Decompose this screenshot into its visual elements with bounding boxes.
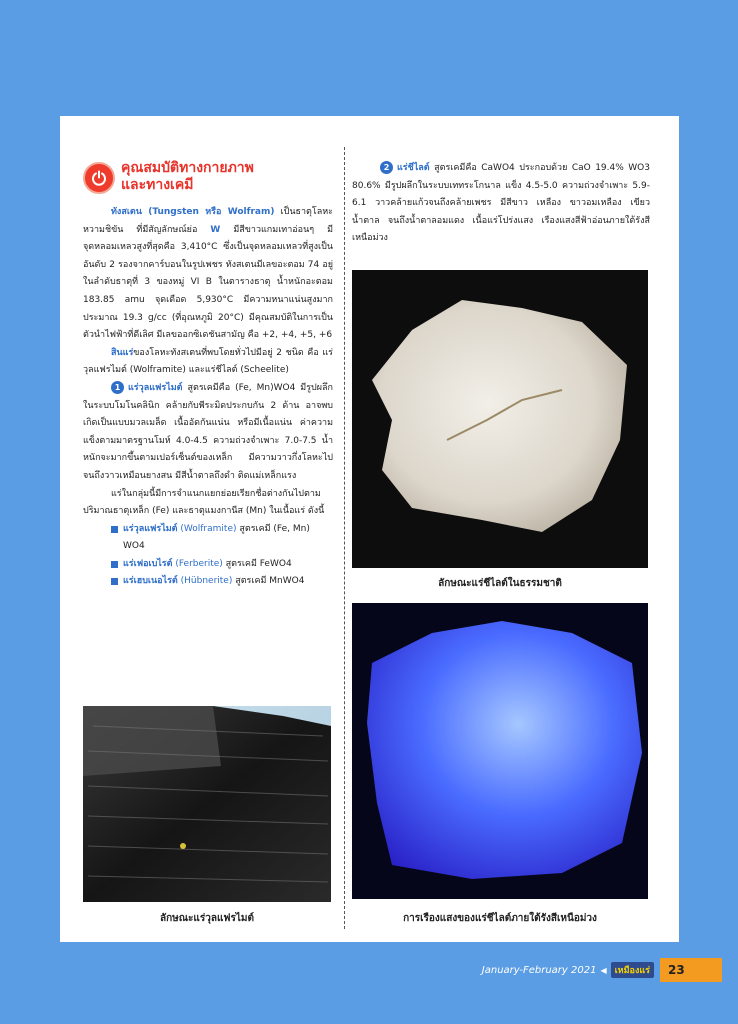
right-column [352, 160, 650, 248]
bullet-formula: สูตรเคมี FeWO4 [222, 558, 292, 569]
issue-date: January-February 2021 [481, 964, 597, 976]
paragraph-wolframite [83, 380, 333, 486]
list-item [111, 521, 333, 556]
tungsten-lead: ทังสเตน (Tungsten หรือ Wolfram) [111, 207, 275, 217]
wolframite-text: สูตรเคมีคือ (Fe, Mn)WO4 มีรูปผลึกในระบบโมโนคลินิก คล้ายกับพีระมิดประกบกัน 2 ด้าน อาจพบเกิดเป็นแบบมวลเมล็ด เนื้ออัดกันแน่น หรือมีเนื้อแน่น ค่าความแข็งตามมาตรฐานโมห์ 4.0-4.5 ความถ่วงจำเพาะ 7.0-7.5 น้ำหนักจะมากขึ้นตามเปอร์เซ็นต์ของเหล็ก มีความวาวกึ่งโลหะไปจนถึงวาวเหมือนยางสน มีสีน้ำตาลถึงดำ ติดแม่เหล็กแรง [83, 382, 333, 481]
caption-scheelite-uv: การเรืองแสงของแร่ชีไลต์ภายใต้รังสีเหนือม่วง [403, 913, 597, 924]
scheelite-uv-photo [352, 603, 648, 899]
arrow-left-icon: ◀ [600, 965, 607, 975]
number-badge-1: 1 [111, 381, 124, 394]
scheelite-text: สูตรเคมีคือ CaWO4 ประกอบด้วย CaO 19.4% WO3 80.6% มีรูปผลึกในระบบเททระโกนาล แข็ง 4.5-5.0 ความถ่วงจำเพาะ 5.9-6.1 วาวคล้ายแก้วจนถึงคล้ายเพชร มีสีขาว เหลือง ขาวอมเหลือง เขียว น้ำตาล จนถึงน้ำตาลอมแดง เนื้อแร่โปร่งแสง เรืองแสงสีฟ้าอ่อนภายใต้รังสีเหนือม่วง [352, 163, 650, 244]
power-icon [83, 162, 115, 194]
bullet-formula-cont: WO4 [123, 541, 145, 552]
heading-line-1: คุณสมบัติทางกายภาพ [121, 160, 254, 176]
caption-scheelite-natural: ลักษณะแร่ชีไลต์ในธรรมชาติ [438, 578, 562, 589]
page-footer [470, 958, 722, 982]
bullet-formula: สูตรเคมี MnWO4 [232, 576, 305, 587]
column-divider [344, 147, 345, 929]
bullet-name: แร่เฟอเบไรต์ [123, 558, 173, 569]
left-column [83, 160, 333, 591]
scheelite-natural-photo [352, 270, 648, 568]
bullet-en: (Ferberite) [172, 558, 223, 569]
tungsten-text-b: มีสีขาวแกมเทาอ่อนๆ มีจุดหลอมเหลวสูงที่สุดคือ 3,410°C ซึ่งเป็นจุดหลอมเหลวที่สูงเป็นอันดับ 2 รองจากคาร์บอนในรูปเพชร ทังสเตนมีเลขอะตอม 74 อยู่ในลำดับธาตุที่ 3 ของหมู่ VI B ในตารางธาตุ น้ำหนักอะตอม 183.85 amu จุดเดือด 5,930°C มีความหนาแน่นสูงมากประมาณ 19.3 g/cc (ที่อุณหภูมิ 20°C) มีคุณสมบัติในการเป็นตัวนำไฟฟ้าที่ดีเลิศ มีเลขออกซิเดชันสามัญ คือ +2, +4, +5, +6 [83, 224, 333, 341]
bullet-name: แร่เฮบเนอไรต์ [123, 576, 178, 587]
paragraph-ores [83, 345, 333, 380]
paragraph-tungsten [83, 204, 333, 345]
wolframite-lead: แร่วุลแฟรไมต์ [128, 382, 183, 393]
number-badge-2: 2 [380, 161, 393, 174]
paragraph-classification: แร่ในกลุ่มนี้มีการจำแนกแยกย่อยเรียกชื่อต่างกันไปตามปริมาณธาตุเหล็ก (Fe) และธาตุแมงกานีส (Mn) ในเนื้อแร่ ดังนี้ [83, 488, 325, 517]
wolframite-photo [83, 706, 331, 902]
scheelite-lead: แร่ชีไลต์ [397, 163, 430, 173]
section-heading [83, 160, 333, 194]
magazine-logo: เหมืองแร่ [611, 962, 654, 978]
list-item [111, 556, 333, 574]
ores-lead: สินแร่ [111, 347, 134, 358]
heading-text [121, 160, 254, 194]
bullet-formula: สูตรเคมี (Fe, Mn) [236, 523, 310, 534]
bullet-en: (Wolframite) [177, 523, 237, 534]
caption-wolframite: ลักษณะแร่วุลแฟรไมต์ [160, 913, 254, 924]
mineral-list [83, 521, 333, 591]
tungsten-text-a: เป็นธาตุโลหะหวามชิขัน ที่มีสัญลักษณ์ย่อ [83, 207, 333, 235]
tungsten-symbol: W [210, 224, 221, 235]
bullet-name: แร่วุลแฟรไมต์ [123, 523, 178, 534]
paragraph-scheelite [352, 160, 650, 248]
ores-text: ของโลหะทังสเตนที่พบโดยทั่วไปมีอยู่ 2 ชนิด คือ แร่วุลแฟรไมต์ (Wolframite) และแร่ชีไลต์ (Scheelite) [83, 347, 333, 376]
page-number: 23 [660, 958, 722, 982]
heading-line-2: และทางเคมี [121, 177, 194, 193]
list-item [111, 573, 333, 591]
bullet-en: (Hübnerite) [177, 576, 233, 587]
